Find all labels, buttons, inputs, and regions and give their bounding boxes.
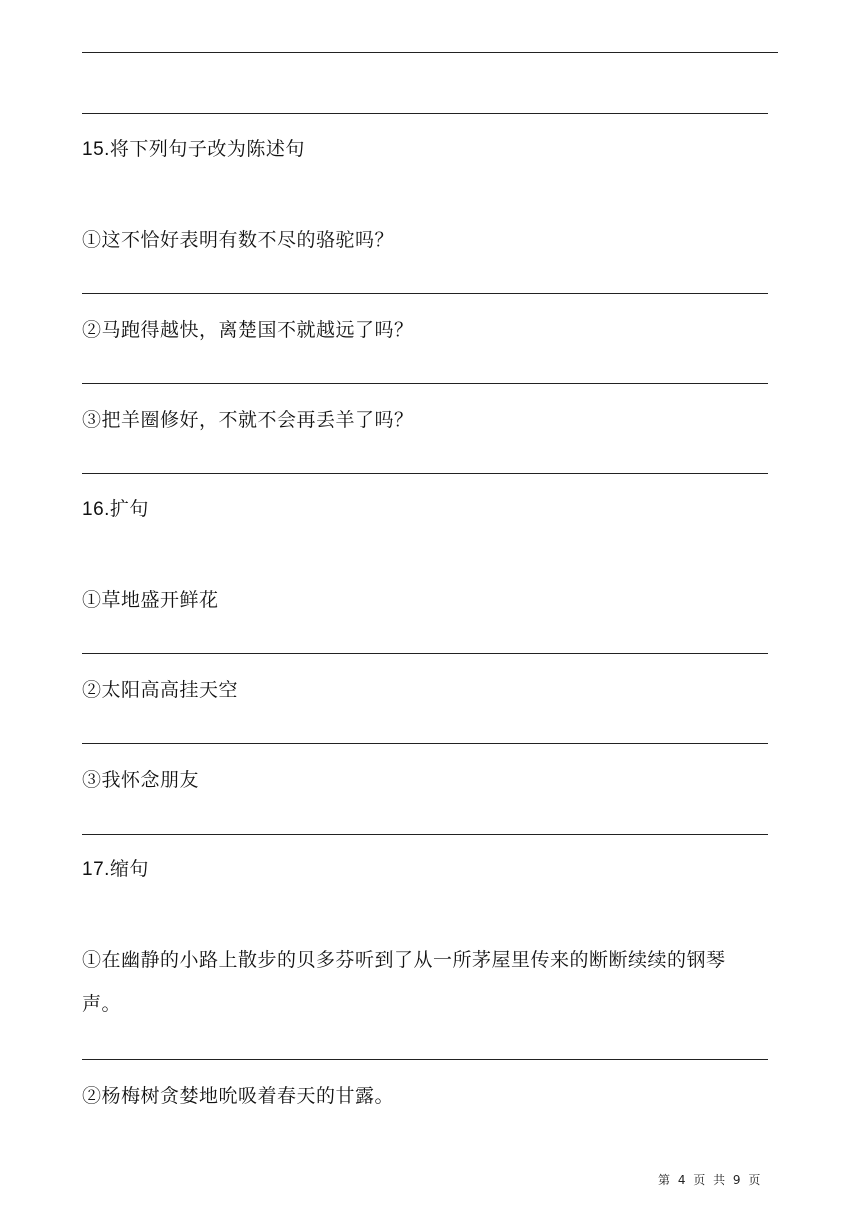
question-16-item-1: ①草地盛开鲜花	[82, 589, 219, 611]
page-number: 第 4 页 共 9 页	[658, 1173, 763, 1187]
question-16-item-3: ③我怀念朋友	[82, 769, 200, 791]
question-17-item-2: ②杨梅树贪婪地吮吸着春天的甘露。	[82, 1085, 395, 1107]
question-15-item-3: ③把羊圈修好，不就不会再丢羊了吗？	[82, 409, 414, 431]
question-15-title: 15.将下列句子改为陈述句	[82, 139, 305, 160]
question-15-item-1: ①这不恰好表明有数不尽的骆驼吗？	[82, 229, 395, 251]
answer-line	[82, 743, 768, 744]
question-17-item-1: ①在幽静的小路上散步的贝多芬听到了从一所茅屋里传来的断断续续的钢琴	[82, 949, 726, 971]
question-15-item-2: ②马跑得越快，离楚国不就越远了吗？	[82, 319, 414, 341]
question-16-item-2: ②太阳高高挂天空	[82, 679, 239, 701]
question-16-title: 16.扩句	[82, 499, 149, 520]
answer-line	[82, 473, 768, 474]
question-17-title: 17.缩句	[82, 859, 149, 880]
answer-line	[82, 834, 768, 835]
answer-line	[82, 383, 768, 384]
answer-line	[82, 113, 768, 114]
answer-line	[82, 293, 768, 294]
answer-line	[82, 52, 778, 53]
answer-line	[82, 1059, 768, 1060]
answer-line	[82, 653, 768, 654]
question-17-item-1-continued: 声。	[82, 993, 122, 1015]
